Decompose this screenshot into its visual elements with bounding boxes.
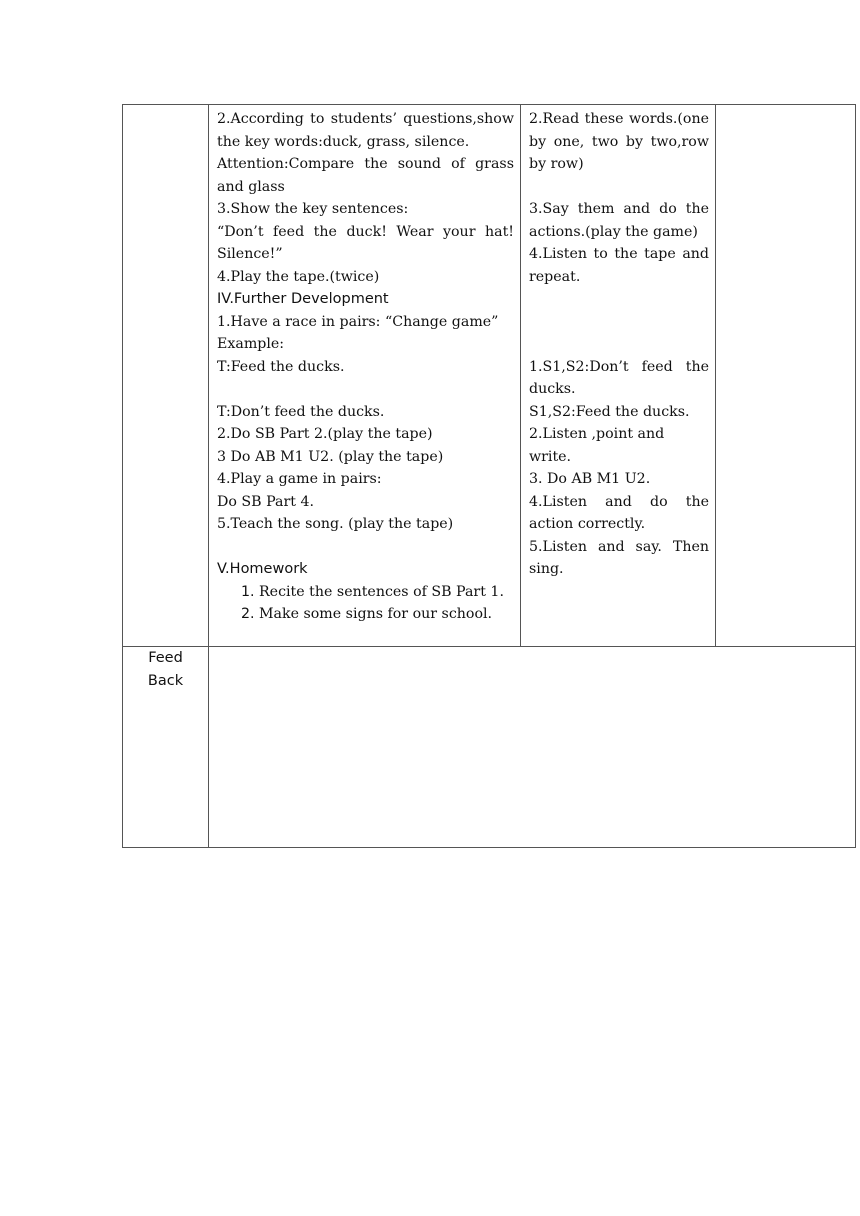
teacher-line: T:Don’t feed the ducks.: [217, 403, 385, 420]
feedback-row: [123, 647, 856, 848]
student-activity-cell: [521, 105, 716, 647]
teacher-line: Attention:Compare the sound of grass: [217, 156, 514, 172]
student-line: 1.S1,S2:Don’t feed the: [529, 358, 709, 375]
teacher-line: 1.Have a race in pairs: “Change game”: [217, 313, 499, 330]
homework-item: 1. Recite the sentences of SB Part 1.: [259, 581, 514, 604]
student-line: actions.(play the game): [529, 223, 698, 240]
teacher-line: 3.Show the key sentences:: [217, 201, 409, 217]
stage-cell: [123, 105, 209, 647]
student-line: sing.: [529, 561, 564, 577]
feedback-label-line: Feed: [148, 650, 183, 666]
teacher-line: Silence!”: [217, 246, 283, 262]
teacher-line: 4.Play a game in pairs:: [217, 471, 382, 487]
student-line: by row): [529, 156, 584, 172]
feedback-content-cell[interactable]: [209, 647, 856, 848]
homework-list: [217, 581, 514, 626]
student-line: action correctly.: [529, 516, 646, 532]
procedure-row: [123, 105, 856, 647]
teacher-line: T:Feed the ducks.: [217, 358, 345, 375]
student-line: 4.Listen to the tape and: [529, 246, 709, 262]
teacher-line: and glass: [217, 178, 285, 195]
section-heading-further-development: IV.Further Development: [217, 291, 389, 307]
student-line: 2.Read these words.(one: [529, 111, 709, 127]
student-line: 2.Listen ,point and write.: [529, 426, 665, 465]
teacher-line: “Don’t feed the duck! Wear your hat!: [217, 223, 514, 240]
lesson-plan-table: [122, 104, 856, 848]
student-line: 3.Say them and do the: [529, 201, 709, 217]
teacher-line: Do SB Part 4.: [217, 493, 314, 510]
notes-cell: [716, 105, 856, 647]
feedback-label-cell: [123, 647, 209, 848]
feedback-label-line: Back: [147, 672, 184, 689]
student-line: by one, two by two,row: [529, 133, 709, 150]
teacher-line: 3 Do AB M1 U2. (play the tape): [217, 448, 444, 465]
teacher-line: Example:: [217, 336, 285, 352]
teacher-line: 4.Play the tape.(twice): [217, 268, 380, 285]
section-heading-homework: V.Homework: [217, 561, 308, 577]
student-line: 3. Do AB M1 U2.: [529, 471, 651, 487]
student-line: ducks.: [529, 381, 576, 397]
student-line: 5.Listen and say. Then: [529, 538, 709, 555]
teacher-line: 2.According to students’ questions,show: [217, 111, 514, 127]
homework-item: 2. Make some signs for our school.: [259, 603, 514, 626]
teacher-line: 5.Teach the song. (play the tape): [217, 516, 454, 532]
student-line: repeat.: [529, 268, 581, 285]
student-line: 4.Listen and do the: [529, 493, 709, 510]
teacher-line: 2.Do SB Part 2.(play the tape): [217, 426, 433, 442]
student-line: S1,S2:Feed the ducks.: [529, 403, 690, 420]
teacher-line: the key words:duck, grass, silence.: [217, 133, 470, 150]
teacher-activity-cell: [209, 105, 521, 647]
